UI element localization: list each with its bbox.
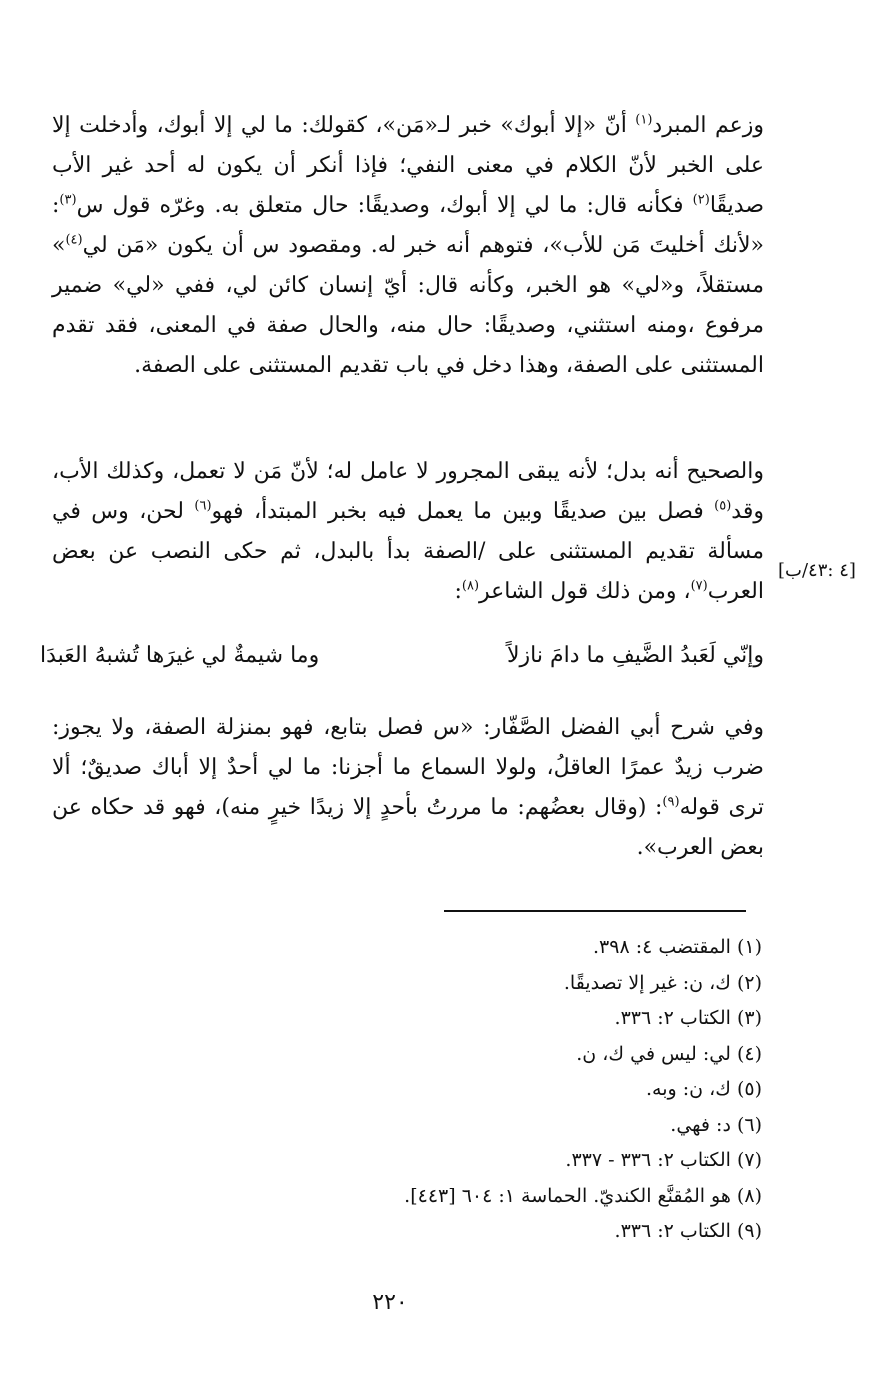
footnote-ref: (٦) [194, 498, 212, 514]
text-run: » مستقلاً، و«لي» هو الخبر، وكأنه قال: أيّ إنسان كائن لي، ففي «لي» ضمير مرفوع ،ومنه استثني، وصديقًا: حال منه، والحال صفة في المعنى، فقد تقدم المستثنى على الصفة، وهذا دخل في باب تقديم المستثنى على الصفة. [52, 233, 764, 378]
footnote: (٢) ك، ن: غير إلا تصديقًا. [563, 971, 762, 994]
footnote-ref: (٥) [714, 498, 732, 514]
footnote-ref: (٩) [662, 794, 680, 810]
footnote-ref: (٤) [65, 232, 83, 248]
footnote-divider [444, 910, 746, 912]
text-run: وزعم المبرد [652, 113, 764, 138]
text-run: أنّ «إلا أبوك» خبر لـ«مَن»، كقولك: ما لي إلا أبوك، وأدخلت إلا على الخبر لأنّ الكلام في معنى النفي؛ فإذا أنكر أن يكون له أحد غير الأب صديقًا [52, 113, 764, 218]
text-run: : [454, 579, 462, 604]
text-run: فكأنه قال: ما لي إلا أبوك، وصديقًا: حال متعلق به. وغرّه قول س [76, 193, 693, 218]
footnote: (٤) لي: ليس في ك، ن. [576, 1042, 762, 1065]
footnote: (٦) د: فهي. [670, 1113, 762, 1136]
footnote-ref: (٢) [692, 192, 710, 208]
footnote: (٧) الكتاب ٢: ٣٣٦ - ٣٣٧. [565, 1149, 762, 1171]
footnote-ref: (٣) [59, 192, 77, 208]
footnote: (٩) الكتاب ٢: ٣٣٦. [614, 1220, 762, 1242]
footnote: (٨) هو المُقنَّع الكنديّ. الحماسة ١: ٦٠٤ [٤٤٣]. [404, 1184, 762, 1207]
margin-note: [٤ :٤٣/ب] [778, 560, 856, 581]
footnote: (٣) الكتاب ٢: ٣٣٦. [614, 1007, 762, 1029]
text-run: : (وقال بعضُهم: ما مررتُ بأحدٍ إلا زيدًا خيرٍ منه)، فهو قد حكاه عن بعض العرب». [52, 795, 764, 860]
footnote-ref: (٧) [690, 578, 708, 594]
poetry-verse [40, 636, 764, 676]
paragraph-2 [52, 452, 764, 612]
text-run: وفي شرح أبي الفضل الصَّفّار: «س فصل بتابع، فهو بمنزلة الصفة، ولا يجوز: ضرب زيدٌ عمرًا العاقلُ، ولولا السماع ما أجزنا: ما لي أحدٌ إلا أباك صديقٌ؛ ألا ترى قوله [52, 715, 765, 820]
footnote: (١) المقتضب ٤: ٣٩٨. [592, 936, 762, 958]
text-run: والصحيح أنه بدل؛ لأنه يبقى المجرور لا عامل له؛ لأنّ مَن لا تعمل، وكذلك الأب، وقد [52, 459, 764, 524]
text-run: ، ومن ذلك قول الشاعر [479, 579, 691, 604]
footnote: (٥) ك، ن: وبه. [645, 1078, 762, 1100]
paragraph-3 [52, 708, 764, 868]
text-run: لحن، وس في مسألة تقديم المستثنى على /الصفة بدأ بالبدل، ثم حكى النصب عن بعض العرب [52, 499, 764, 604]
paragraph-1 [52, 106, 764, 386]
page-number: ٢٢٠ [372, 1290, 408, 1315]
footnote-ref: (٨) [461, 578, 480, 594]
verse-first-hemistich: وإنّي لَعَبدُ الضَّيفِ ما دامَ نازلاً [507, 643, 764, 668]
verse-second-hemistich: وما شيمةٌ لي غيرَها تُشبهُ العَبدَا [40, 643, 320, 668]
text-run: : «لأنك أخليتَ مَن للأب»، فتوهم أنه خبر له. ومقصود س أن يكون «مَن لي [52, 193, 764, 258]
footnote-ref: (١) [635, 112, 653, 128]
footnotes-list [100, 930, 762, 1250]
text-run: فصل بين صديقًا وبين ما يعمل فيه بخبر المبتدأ، فهو [211, 499, 715, 524]
